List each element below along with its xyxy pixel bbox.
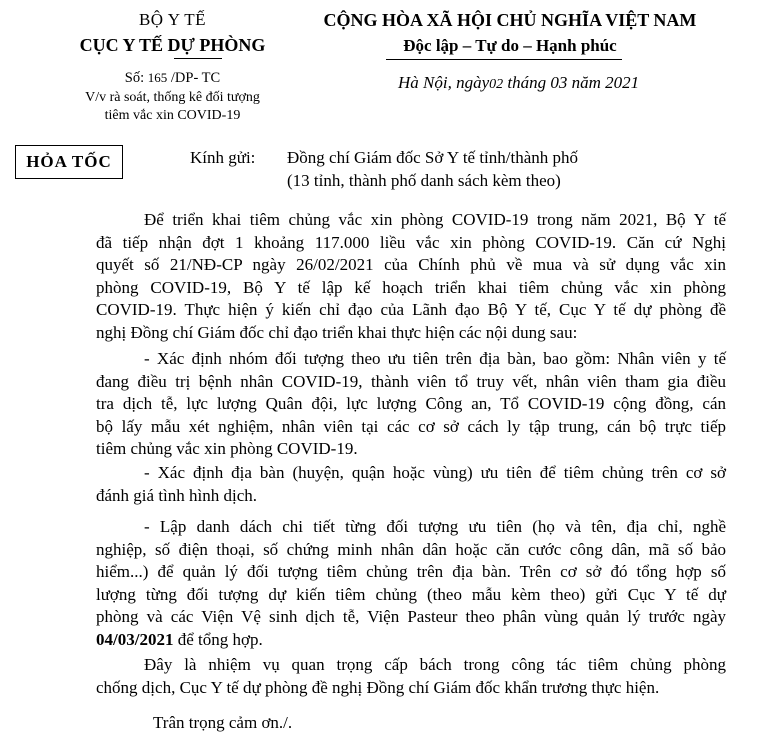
doc-number-suffix: /DP- TC — [170, 70, 221, 86]
text-line: đang điều trị bệnh nhân COVID-19, thành viên tổ truy vết, nhân viên tham gia điều — [96, 371, 726, 391]
recipient-note: (13 tỉnh, thành phố danh sách kèm theo) — [287, 171, 561, 190]
recipient-label: Kính gửi: — [190, 148, 256, 167]
subject-line-1: V/v rà soát, thống kê đối tượng — [85, 90, 260, 105]
text-line: nghị Đồng chí Giám đốc chỉ đạo triển khai thực hiện các nội dung sau: — [96, 322, 578, 342]
paragraph-list-compilation — [96, 516, 726, 651]
date-line — [398, 73, 639, 93]
text-line: nghiệp, số điện thoại, số chứng minh nhân dân hoặc căn cước công dân, mã số bảo — [96, 539, 726, 559]
text-line: quyết số 21/NĐ-CP ngày 26/02/2021 của Chính phủ về mua và sử dụng vắc xin — [96, 255, 726, 274]
text-line: hiểm...) để quản lý đối tượng tiêm chủng trên địa bàn. Trên cơ sở đó tổng hợp số — [96, 562, 726, 581]
doc-number-value: 165 — [147, 70, 168, 85]
doc-number-prefix: Số: — [124, 70, 145, 86]
paragraph-priority-areas — [96, 462, 726, 507]
ministry-name: BỘ Y TẾ — [138, 10, 207, 29]
date-place: Hà Nội, ngày — [398, 73, 490, 92]
paragraph-conclusion — [96, 654, 726, 699]
text-line: phòng và các Viện Vệ sinh dịch tễ, Viện Pasteur theo phân vùng quản lý trước ngày — [96, 607, 726, 626]
text-line: đánh giá tình hình dịch. — [96, 485, 258, 505]
text-line: tra dịch tễ, lực lượng Quân đội, lực lượng Công an, Tổ COVID-19 cộng đồng, cán — [96, 394, 726, 413]
department-name: CỤC Y TẾ DỰ PHÒNG — [79, 35, 266, 55]
text-line: COVID-19. Thực hiện ý kiến chỉ đạo của Lãnh đạo Bộ Y tế, Cục Y tế dự phòng đề — [96, 300, 726, 319]
text-line: Để triển khai tiêm chủng vắc xin phòng COVID-19 trong năm 2021, Bộ Y tế — [144, 210, 726, 229]
document-number — [50, 70, 295, 87]
date-rest: tháng 03 năm 2021 — [503, 73, 640, 92]
date-day: 02 — [489, 77, 504, 92]
department-underline — [174, 58, 222, 59]
motto-underline — [386, 59, 622, 60]
paragraph-intro — [96, 209, 726, 344]
subject-line-2: tiêm vắc xin COVID-19 — [104, 108, 241, 123]
paragraph-target-groups — [96, 348, 726, 461]
text-line — [96, 629, 726, 652]
text-line: phòng COVID-19, Bộ Y tế lập kế hoạch triển khai tiêm chủng vắc xin phòng — [96, 277, 726, 297]
urgency-label: HỎA TỐC — [26, 152, 112, 171]
deadline-tail: để tổng hợp. — [173, 629, 263, 649]
text-line: - Xác định địa bàn (huyện, quận hoặc vùng) ưu tiên để tiêm chủng trên cơ sở — [144, 463, 726, 482]
closing-line: Trân trọng cảm ơn./. — [153, 713, 293, 732]
text-line: - Lập danh dách chi tiết từng đối tượng ưu tiên (họ và tên, địa chỉ, nghề — [144, 517, 726, 536]
text-line: lượng từng đối tượng dự kiến tiêm chủng (theo mẫu kèm theo) gửi Cục Y tế dự — [96, 584, 726, 604]
national-motto: Độc lập – Tự do – Hạnh phúc — [403, 36, 617, 55]
text-line: đã tiếp nhận đợt 1 khoảng 117.000 liều vắc xin phòng COVID-19. Căn cứ Nghị — [96, 232, 726, 252]
text-line: tiêm chủng vắc xin phòng COVID-19. — [96, 439, 358, 458]
text-line: chống dịch, Cục Y tế dự phòng đề nghị Đồng chí Giám đốc khẩn trương thực hiện. — [96, 677, 660, 697]
recipient-name: Đồng chí Giám đốc Sở Y tế tỉnh/thành phố — [287, 148, 579, 167]
deadline-date: 04/03/2021 — [96, 629, 174, 649]
text-line: Đây là nhiệm vụ quan trọng cấp bách trong công tác tiêm chủng phòng — [144, 655, 726, 674]
text-line: bộ lấy mẫu xét nghiệm, nhân viên tại các cơ sở cách ly tập trung, cán bộ trực tiếp — [96, 416, 726, 436]
text-line: - Xác định nhóm đối tượng theo ưu tiên trên địa bàn, bao gồm: Nhân viên y tế — [144, 349, 726, 368]
urgency-stamp — [15, 145, 123, 179]
national-title: CỘNG HÒA XÃ HỘI CHỦ NGHĨA VIỆT NAM — [323, 10, 697, 30]
